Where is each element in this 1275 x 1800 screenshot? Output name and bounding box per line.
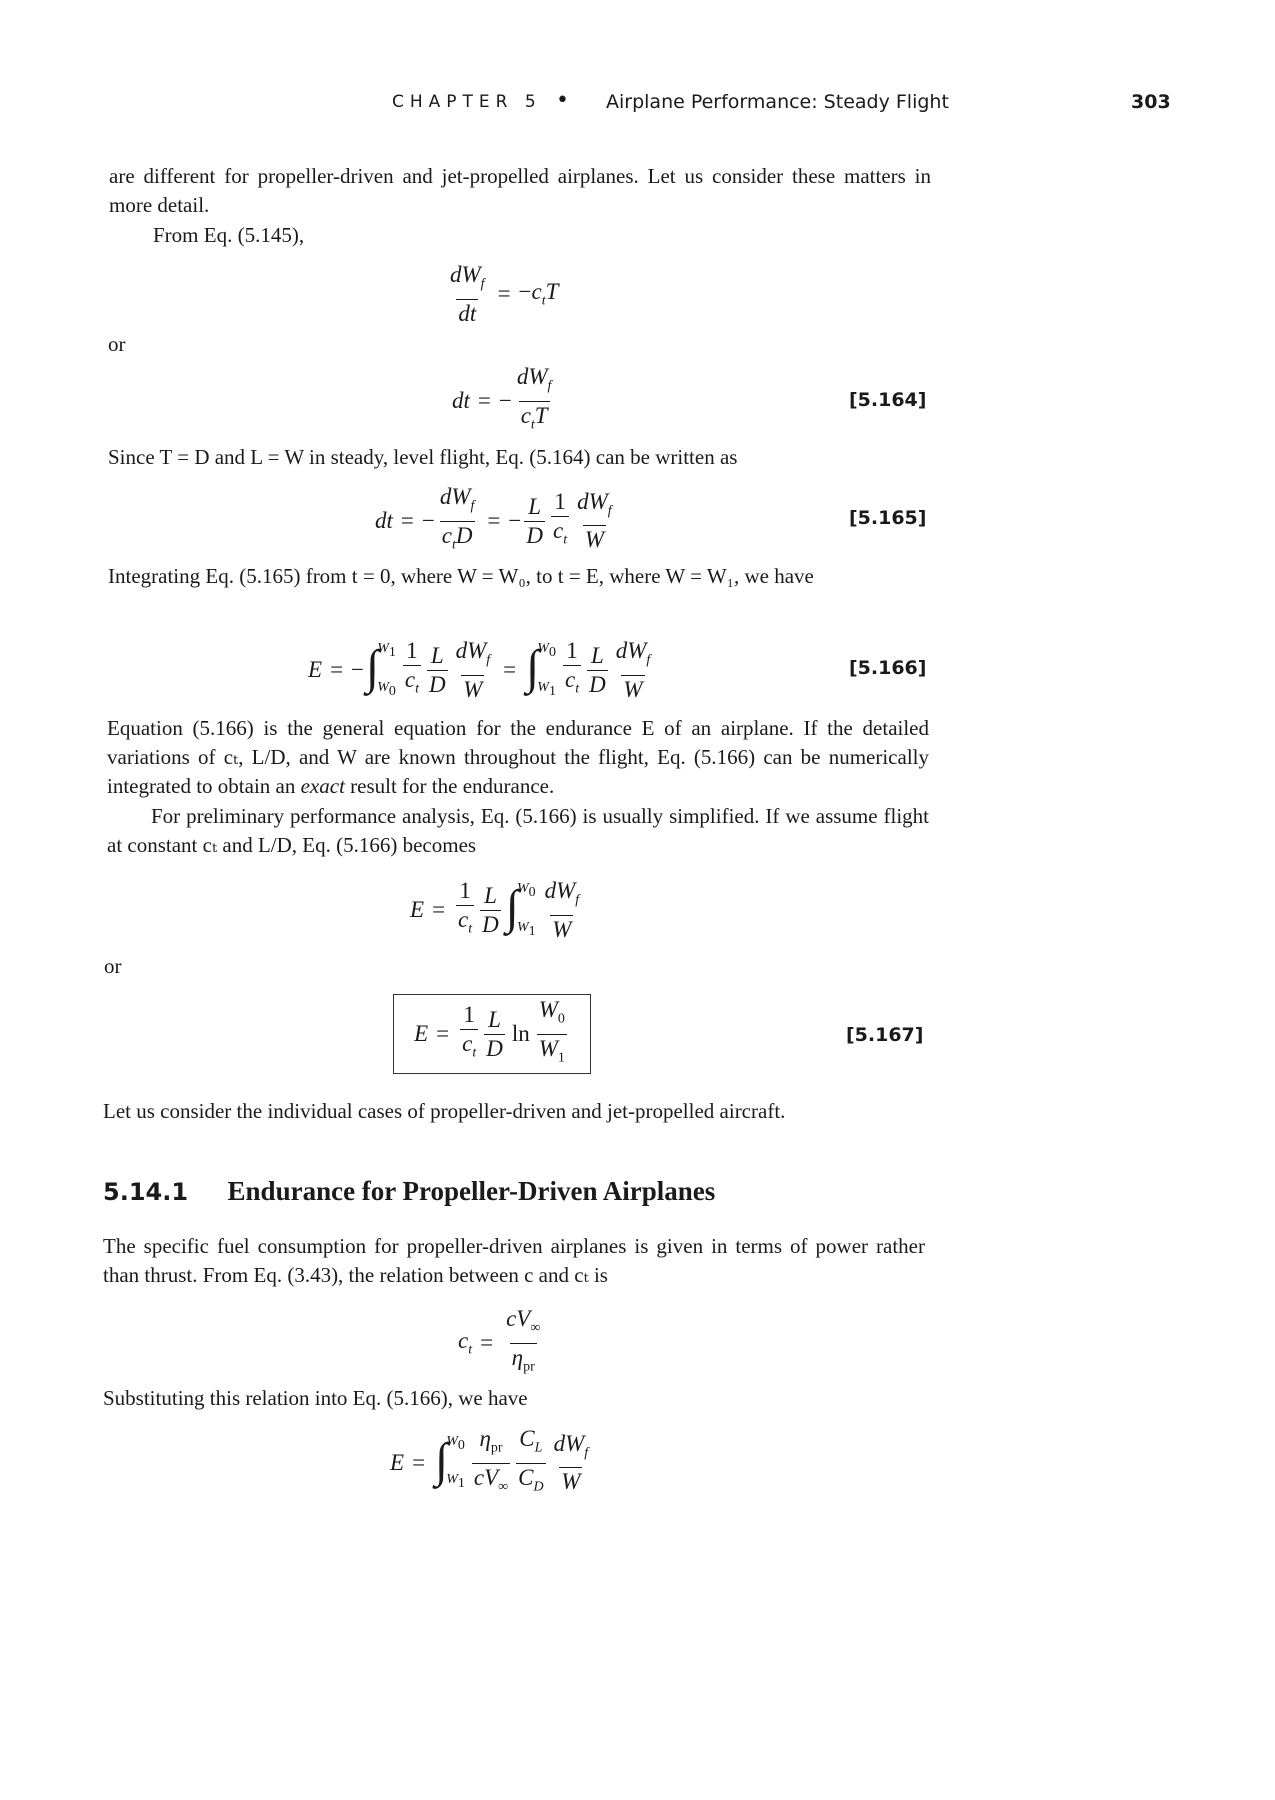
word-or-1: or <box>108 332 126 356</box>
emphasis-exact: exact <box>300 774 345 798</box>
paragraph-general-equation <box>107 714 929 801</box>
equation-5-164: dt = − $\frac{dW_f}{c_tT}$ <box>452 364 556 438</box>
equation-number-5-167: [5.167] <box>846 1024 924 1046</box>
equation-number-5-165: [5.165] <box>849 507 927 529</box>
equation-number-5-164: [5.164] <box>849 389 927 411</box>
equation-ct-relation: $c_t$ = $\frac{cV_\infty}{\eta_{pr}}$ <box>458 1306 545 1380</box>
paragraph-from-eq: From Eq. (5.145), <box>153 223 305 247</box>
paragraph-intro: are different for propeller-driven and jet-propelled airplanes. Let us consider these matters in more detail. <box>109 164 931 217</box>
page-number: 303 <box>1131 91 1171 113</box>
paragraph-general-equation-b: result for the endurance. <box>344 774 555 798</box>
word-or-2: or <box>104 954 122 978</box>
paragraph-integrating: Integrating Eq. (5.165) from t = 0, where W = W₀, to t = E, where W = W₁, we have <box>108 564 814 588</box>
equation-fuel-rate: $\frac{dW_f}{dt}$ = $-c_tT$ <box>450 262 559 326</box>
paragraph-since: Since T = D and L = W in steady, level flight, Eq. (5.164) can be written as <box>108 445 738 469</box>
equation-number-5-166: [5.166] <box>849 657 927 679</box>
section-heading <box>103 1176 715 1207</box>
equation-5-165: dt = − $\frac{dW_f}{c_tD}$ = − $\frac{L}{D}$ $\frac{1}{c_t}$ $\frac{dW_f}{W}$ <box>375 484 617 558</box>
section-title: Endurance for Propeller-Driven Airplanes <box>227 1176 716 1206</box>
paragraph-general-equation-a: Equation (5.166) is the general equation for the endurance E of an airplane. If the detailed variations of cₜ, L/D, and W are known throughout the flight, Eq. (5.166) can be numerically integrated to obtain an <box>107 716 929 798</box>
running-header-bullet: • <box>556 88 569 113</box>
paragraph-preliminary: For preliminary performance analysis, Eq. (5.166) is usually simplified. If we assume flight at constant cₜ and L/D, Eq. (5.166) becomes <box>107 804 929 857</box>
paragraph-substituting: Substituting this relation into Eq. (5.166), we have <box>103 1386 528 1410</box>
section-number: 5.14.1 <box>103 1178 189 1206</box>
paragraph-individual-cases: Let us consider the individual cases of propeller-driven and jet-propelled aircraft. <box>103 1099 786 1123</box>
equation-5-167-boxed: E = $\frac{1}{c_t}$ $\frac{L}{D}$ ln $\frac{W_0}{W_1}$ <box>393 994 591 1074</box>
equation-5-166: E = − ∫ $W_1$ $W_0$ $\frac{1}{c_t}$ $\frac{L}{D}$ $\frac{dW_f}{W}$ = ∫ $W_0$ $W_1$ $\frac{1}{c_t}$ $\frac{L}{D}$ $\frac{dW_f}{W}$ <box>308 638 651 702</box>
running-header-title: Airplane Performance: Steady Flight <box>606 91 949 113</box>
paragraph-specific-fuel: The specific fuel consumption for propeller-driven airplanes is given in terms of power rather than thrust. From Eq. (3.43), the relation between c and cₜ is <box>103 1234 925 1287</box>
equation-substituted: E = ∫ $W_0$ $W_1$ $\frac{\eta_{pr}}{cV_\infty}$ $\frac{C_L}{C_D}$ $\frac{dW_f}{W}$ <box>390 1426 593 1500</box>
running-header-chapter: CHAPTER 5 <box>392 92 542 112</box>
equation-constant-ct: E = $\frac{1}{c_t}$ $\frac{L}{D}$ ∫ $W_0$ $W_1$ $\frac{dW_f}{W}$ <box>410 878 580 942</box>
